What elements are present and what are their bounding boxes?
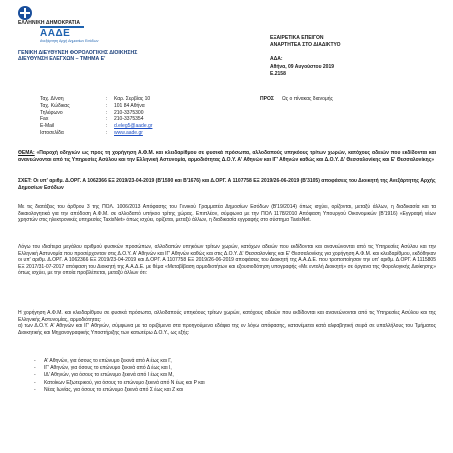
ada-label: ΑΔΑ: — [270, 56, 283, 62]
list-item: - Νέας Ιωνίας, για όσους το επώνυμο ξεκινά από Σ έως και Ζ και — [34, 386, 183, 393]
list-item: - Κατοίκων Εξωτερικού, για όσους το επώνυμο ξεκινά από Ν έως και Ρ και — [34, 379, 205, 386]
posting-label: ΑΝΑΡΤΗΤΕΑ ΣΤΟ ΔΙΑΔΙΚΤΥΟ — [270, 41, 341, 48]
aade-logo-text: ΑΑΔΕ — [40, 28, 71, 39]
list-item: - ΙΔ' Αθηνών, για όσους το επώνυμο ξεκινά από Ι έως και Μ, — [34, 372, 174, 379]
ada-block — [270, 56, 334, 79]
list-item: - ΙΓ' Αθηνών, για όσους το επώνυμο ξεκινά από Δ έως και Ι, — [34, 365, 172, 372]
subject-text: «Παροχή οδηγιών ως προς τη χορήγηση Α.Φ.Μ. και κλειδαρίθμου σε φυσικά πρόσωπα, αλλοδαπούς υπηκόους τρίτων χωρών, κατόχους αδειών που εκδίδονται και ανανεώνονται από τις Υπηρεσίες Ασύλου και την Ελληνική Αστυνομία, αρμοδιότητας Δ.Ο.Υ. Α' Αθηνών και ΙΓ' Αθηνών καθώς και Δ.Ο.Υ. Δ' Θεσσαλονίκης και Ε' Θεσσαλονίκης» — [18, 150, 436, 163]
email-link[interactable]: d.eleg5@aade.gr — [114, 123, 153, 130]
urgency-block — [270, 35, 341, 48]
list-item: - Α' Αθηνών, για όσους το επώνυμο ξεκινά από Α έως και Γ, — [34, 358, 172, 364]
general-directorate: ΓΕΝΙΚΗ ΔΙΕΥΘΥΝΣΗ ΦΟΡΟΛΟΓΙΚΗΣ ΔΙΟΙΚΗΣΗΣ — [18, 50, 138, 56]
paragraph-text: Η χορήγηση Α.Φ.Μ. και κλειδαρίθμου σε φυσικά πρόσωπα, αλλοδαπούς υπηκόους τρίτων χωρών, κατόχους αδειών που εκδίδονται και ανανεώνονται από τις Υπηρεσίες Ασύλου και της Ελληνικής Αστυνομίας, αρμοδιότητας: — [18, 310, 436, 323]
address-row: Ιστοσελίδα : www.aade.gr — [40, 130, 204, 137]
subject-label: ΘΕΜΑ: — [18, 150, 35, 156]
protocol-number: Ε.2158 — [270, 71, 286, 78]
paragraph-text: α) των Δ.Ο.Υ. Α' Αθηνών και ΙΓ' Αθηνών, σύμφωνα με τα οριζόμενα στα προηγούμενα εδάφια της εν λόγω απόφασης, κατανέμεται κατά αλφαβητική σειρά σε υπαλλήλους του Τμήματος Διοικητικής και Μηχανογραφικής Υποστήριξης των κατωτέρω Δ.Ο.Υ., ως εξής: — [18, 323, 436, 336]
recipient-block — [260, 96, 333, 102]
aade-subtitle: Ανεξάρτητη Αρχή Δημοσίων Εσόδων — [40, 39, 99, 43]
reference-line: ΣΧΕΤ: Οι υπ' αριθμ. Δ.ΟΡΓ. Α 1062366 ΕΞ 2019/23-04-2019 (Β'1590 και Β'1676) και Δ.ΟΡΓ. Α 1107758 ΕΞ 2019/26-06-2019 (Β'3105) αποφάσεις του Διοικητή της Ανεξάρτητης Αρχής Δημοσίων Εσόδων — [18, 178, 436, 191]
directorate: ΔΙΕΥΘΥΝΣΗ ΕΛΕΓΧΩΝ – ΤΜΗΜΑ Ε' — [18, 56, 106, 63]
date-line: Αθήνα, 09 Αυγούστου 2019 — [270, 63, 335, 70]
emblem-icon — [18, 6, 32, 20]
paragraph: Λόγω του ιδιαίτερα μεγάλου αριθμού φυσικών προσώπων, αλλοδαπών υπηκόων τρίτων χωρών, κατόχων αδειών που εκδίδονται και ανανεώνονται από τις Υπηρεσίες Ασύλου και την Ελληνική Αστυνομία που προσέρχονταν στις Δ.Ο.Υ. Α' Αθηνών και ΙΓ' Αθηνών καθώς και στις Δ.Ο.Υ. Δ' Θεσσαλονίκης και Ε' Θεσσαλονίκης για χορήγηση Α.Φ.Μ. και κλειδαρίθμου, εκδόθηκαν οι υπ' αριθμ. Δ.ΟΡΓ. Α 1062366 ΕΞ 2019/23-04-2019 και Δ.ΟΡΓ. Α 1107758 ΕΞ 2019/26-06-2019 αποφάσεις του Διοικητή της Α.Α.Δ.Ε. που τροποποίησαν την υπ' αριθμ. Δ.ΟΡΓ. Α 1115805 ΕΞ 2017/31-07-2017 απόφαση του Διοικητή της Α.Α.Δ.Ε. με θέμα «Μεταβίβαση αρμοδιοτήτων και εξουσιοδότηση υπογραφής «Με εντολή Διοικητή» σε όργανα της Φορολογικής Διοίκησης» όπως ισχύει, με την οποία προβλέπεται, μεταξύ άλλων ότι: — [18, 244, 436, 277]
recipient-label: ΠΡΟΣ — [260, 96, 274, 102]
website-link[interactable]: www.aade.gr — [114, 129, 143, 136]
address-table — [40, 96, 204, 137]
address-row: Ταχ. Δ/νση : Καρ. Σερβίας 10 — [40, 96, 151, 102]
distribution-list — [34, 358, 434, 394]
address-row: E-Mail : d.eleg5@aade.gr — [40, 123, 204, 130]
directorate-block — [18, 50, 137, 63]
subject-block — [18, 150, 436, 163]
urgency-label: ΕΞΑΙΡΕΤΙΚΑ ΕΠΕΙΓΟΝ — [270, 35, 324, 41]
greek-emblem-icon — [18, 6, 32, 20]
recipient-value: Ως ο πίνακας διανομής — [282, 96, 333, 102]
paragraph: Με τις διατάξεις του άρθρου 3 της ΠΟΛ. 1006/2013 Απόφασης του Γενικού Γραμματέα Δημοσίων Εσόδων (Β'19/2014) όπως ισχύει, ορίζονται, μεταξύ άλλων, η διαδικασία και τα δικαιολογητικά για την απόδοση Α.Φ.Μ. σε αλλοδαπό υπήκοο τρίτης χώρας. Επιπλέον, σύμφωνα με την ΠΟΛ 1178/2010 Απόφαση Υπουργού Οικονομικών (Β'1916) «Εγγραφή νέων χρηστών στις ηλεκτρονικές υπηρεσίες TaxisNet» όπως ισχύει, ορίζεται, μεταξύ άλλων, η διαδικασία εγγραφής στο σύστημα TaxisNet. — [18, 204, 436, 224]
republic-title: ΕΛΛΗΝΙΚΗ ΔΗΜΟΚΡΑΤΙΑ — [18, 20, 81, 26]
address-row: Τηλέφωνο : 210-3375300 — [40, 109, 144, 116]
paragraph — [18, 310, 436, 336]
address-row: Ταχ. Κώδικας : 101 84 Αθήνα — [40, 102, 145, 109]
address-row: Fax : 210-3375354 — [40, 116, 144, 123]
aade-logo — [40, 26, 84, 40]
